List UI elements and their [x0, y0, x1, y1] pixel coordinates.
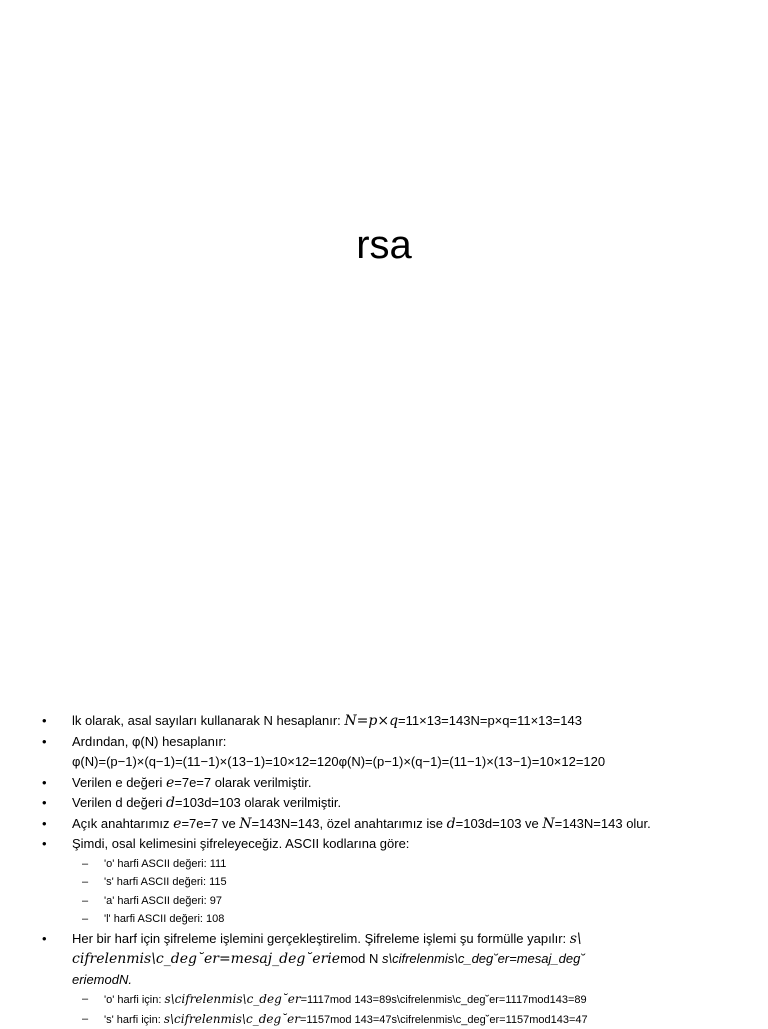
bullet-list	[40, 711, 740, 1029]
math-formula: φ(N)=(p−1)×(q−1)=(11−1)×(13−1)=10×12=120φ(N)=(p−1)×(q−1)=(11−1)×(13−1)=10×12=120	[72, 754, 605, 769]
bullet-text: Açık anahtarımız	[72, 816, 173, 831]
dash-icon: –	[82, 990, 88, 1009]
math-formula: mod N	[340, 951, 378, 966]
formula-result: =7e=7 olarak verilmiştir.	[174, 775, 311, 790]
formula-result: =11×13=143N=p×q=11×13=143	[398, 713, 582, 728]
bullet-item-7	[40, 929, 740, 1029]
bullet-icon: •	[42, 814, 47, 835]
bullet-text: =7e=7 ve	[181, 816, 239, 831]
sub-item-text: 'o' harfi için:	[104, 994, 164, 1006]
sub-item	[72, 990, 740, 1010]
math-formula: s\	[570, 931, 582, 947]
math-formula: e	[173, 816, 181, 832]
bullet-text: Şimdi, osal kelimesini şifreleyeceğiz. ASCII kodlarına göre:	[72, 836, 409, 851]
dash-icon: –	[82, 855, 88, 874]
bullet-icon: •	[42, 929, 47, 950]
bullet-item-4	[40, 793, 740, 814]
math-formula: s\cifrelenmis\c_deg˘er	[164, 992, 300, 1006]
bullet-text: Ardından, φ(N) hesaplanır:	[72, 734, 226, 749]
sub-item	[72, 892, 740, 911]
math-formula: cifrelenmis\c_deg˘er=mesaj_deg˘erie	[72, 951, 340, 967]
bullet-icon: •	[42, 793, 47, 814]
bullet-text: =143N=143, özel anahtarımız ise	[252, 816, 447, 831]
formula-result: =103d=103 olarak verilmiştir.	[175, 795, 341, 810]
math-formula: d	[166, 795, 175, 811]
math-formula: d	[447, 816, 456, 832]
sub-item	[72, 1010, 740, 1029]
math-formula: N	[542, 816, 554, 832]
bullet-icon: •	[42, 732, 47, 753]
sub-list	[72, 990, 740, 1029]
bullet-text: Verilen d değeri	[72, 795, 166, 810]
math-formula: eriemodN.	[72, 972, 132, 987]
sub-item-text: 'a' harfi ASCII değeri: 97	[104, 895, 222, 907]
slide-title: rsa	[0, 218, 768, 272]
math-formula: s\cifrelenmis\c_deg˘er	[164, 1012, 300, 1026]
formula-result: =1117mod 143=89s\cifrelenmis\c_deg˘er=1117mod143=89	[301, 994, 587, 1006]
bullet-item-3	[40, 773, 740, 794]
bullet-item-1	[40, 711, 740, 732]
math-formula: s\cifrelenmis\c_deg˘er=mesaj_deg˘	[382, 951, 585, 966]
bullet-item-2	[40, 732, 740, 773]
sub-item-text: 'l' harfi ASCII değeri: 108	[104, 913, 224, 925]
sub-item-text: 'o' harfi ASCII değeri: 111	[104, 858, 226, 870]
math-formula: N	[239, 816, 251, 832]
bullet-text: Verilen e değeri	[72, 775, 166, 790]
bullet-text: lk olarak, asal sayıları kullanarak N hesaplanır:	[72, 713, 344, 728]
sub-item	[72, 873, 740, 892]
bullet-item-5	[40, 814, 740, 835]
sub-item-text: 's' harfi için:	[104, 1014, 164, 1026]
math-formula: N=p×q	[344, 713, 398, 729]
math-formula: e	[166, 775, 174, 791]
sub-item	[72, 855, 740, 874]
formula-result: =1157mod 143=47s\cifrelenmis\c_deg˘er=1157mod143=47	[300, 1014, 588, 1026]
bullet-text: =103d=103 ve	[456, 816, 543, 831]
bullet-text: Her bir harf için şifreleme işlemini gerçekleştirelim. Şifreleme işlemi şu formülle yapılır:	[72, 931, 570, 946]
dash-icon: –	[82, 910, 88, 929]
dash-icon: –	[82, 892, 88, 911]
bullet-item-6	[40, 834, 740, 929]
sub-item-text: 's' harfi ASCII değeri: 115	[104, 876, 227, 888]
dash-icon: –	[82, 873, 88, 892]
dash-icon: –	[82, 1010, 88, 1029]
slide-body	[40, 711, 740, 1029]
sub-list	[72, 855, 740, 929]
bullet-text: =143N=143 olur.	[555, 816, 651, 831]
bullet-icon: •	[42, 834, 47, 855]
bullet-icon: •	[42, 773, 47, 794]
sub-item	[72, 910, 740, 929]
bullet-icon: •	[42, 711, 47, 732]
